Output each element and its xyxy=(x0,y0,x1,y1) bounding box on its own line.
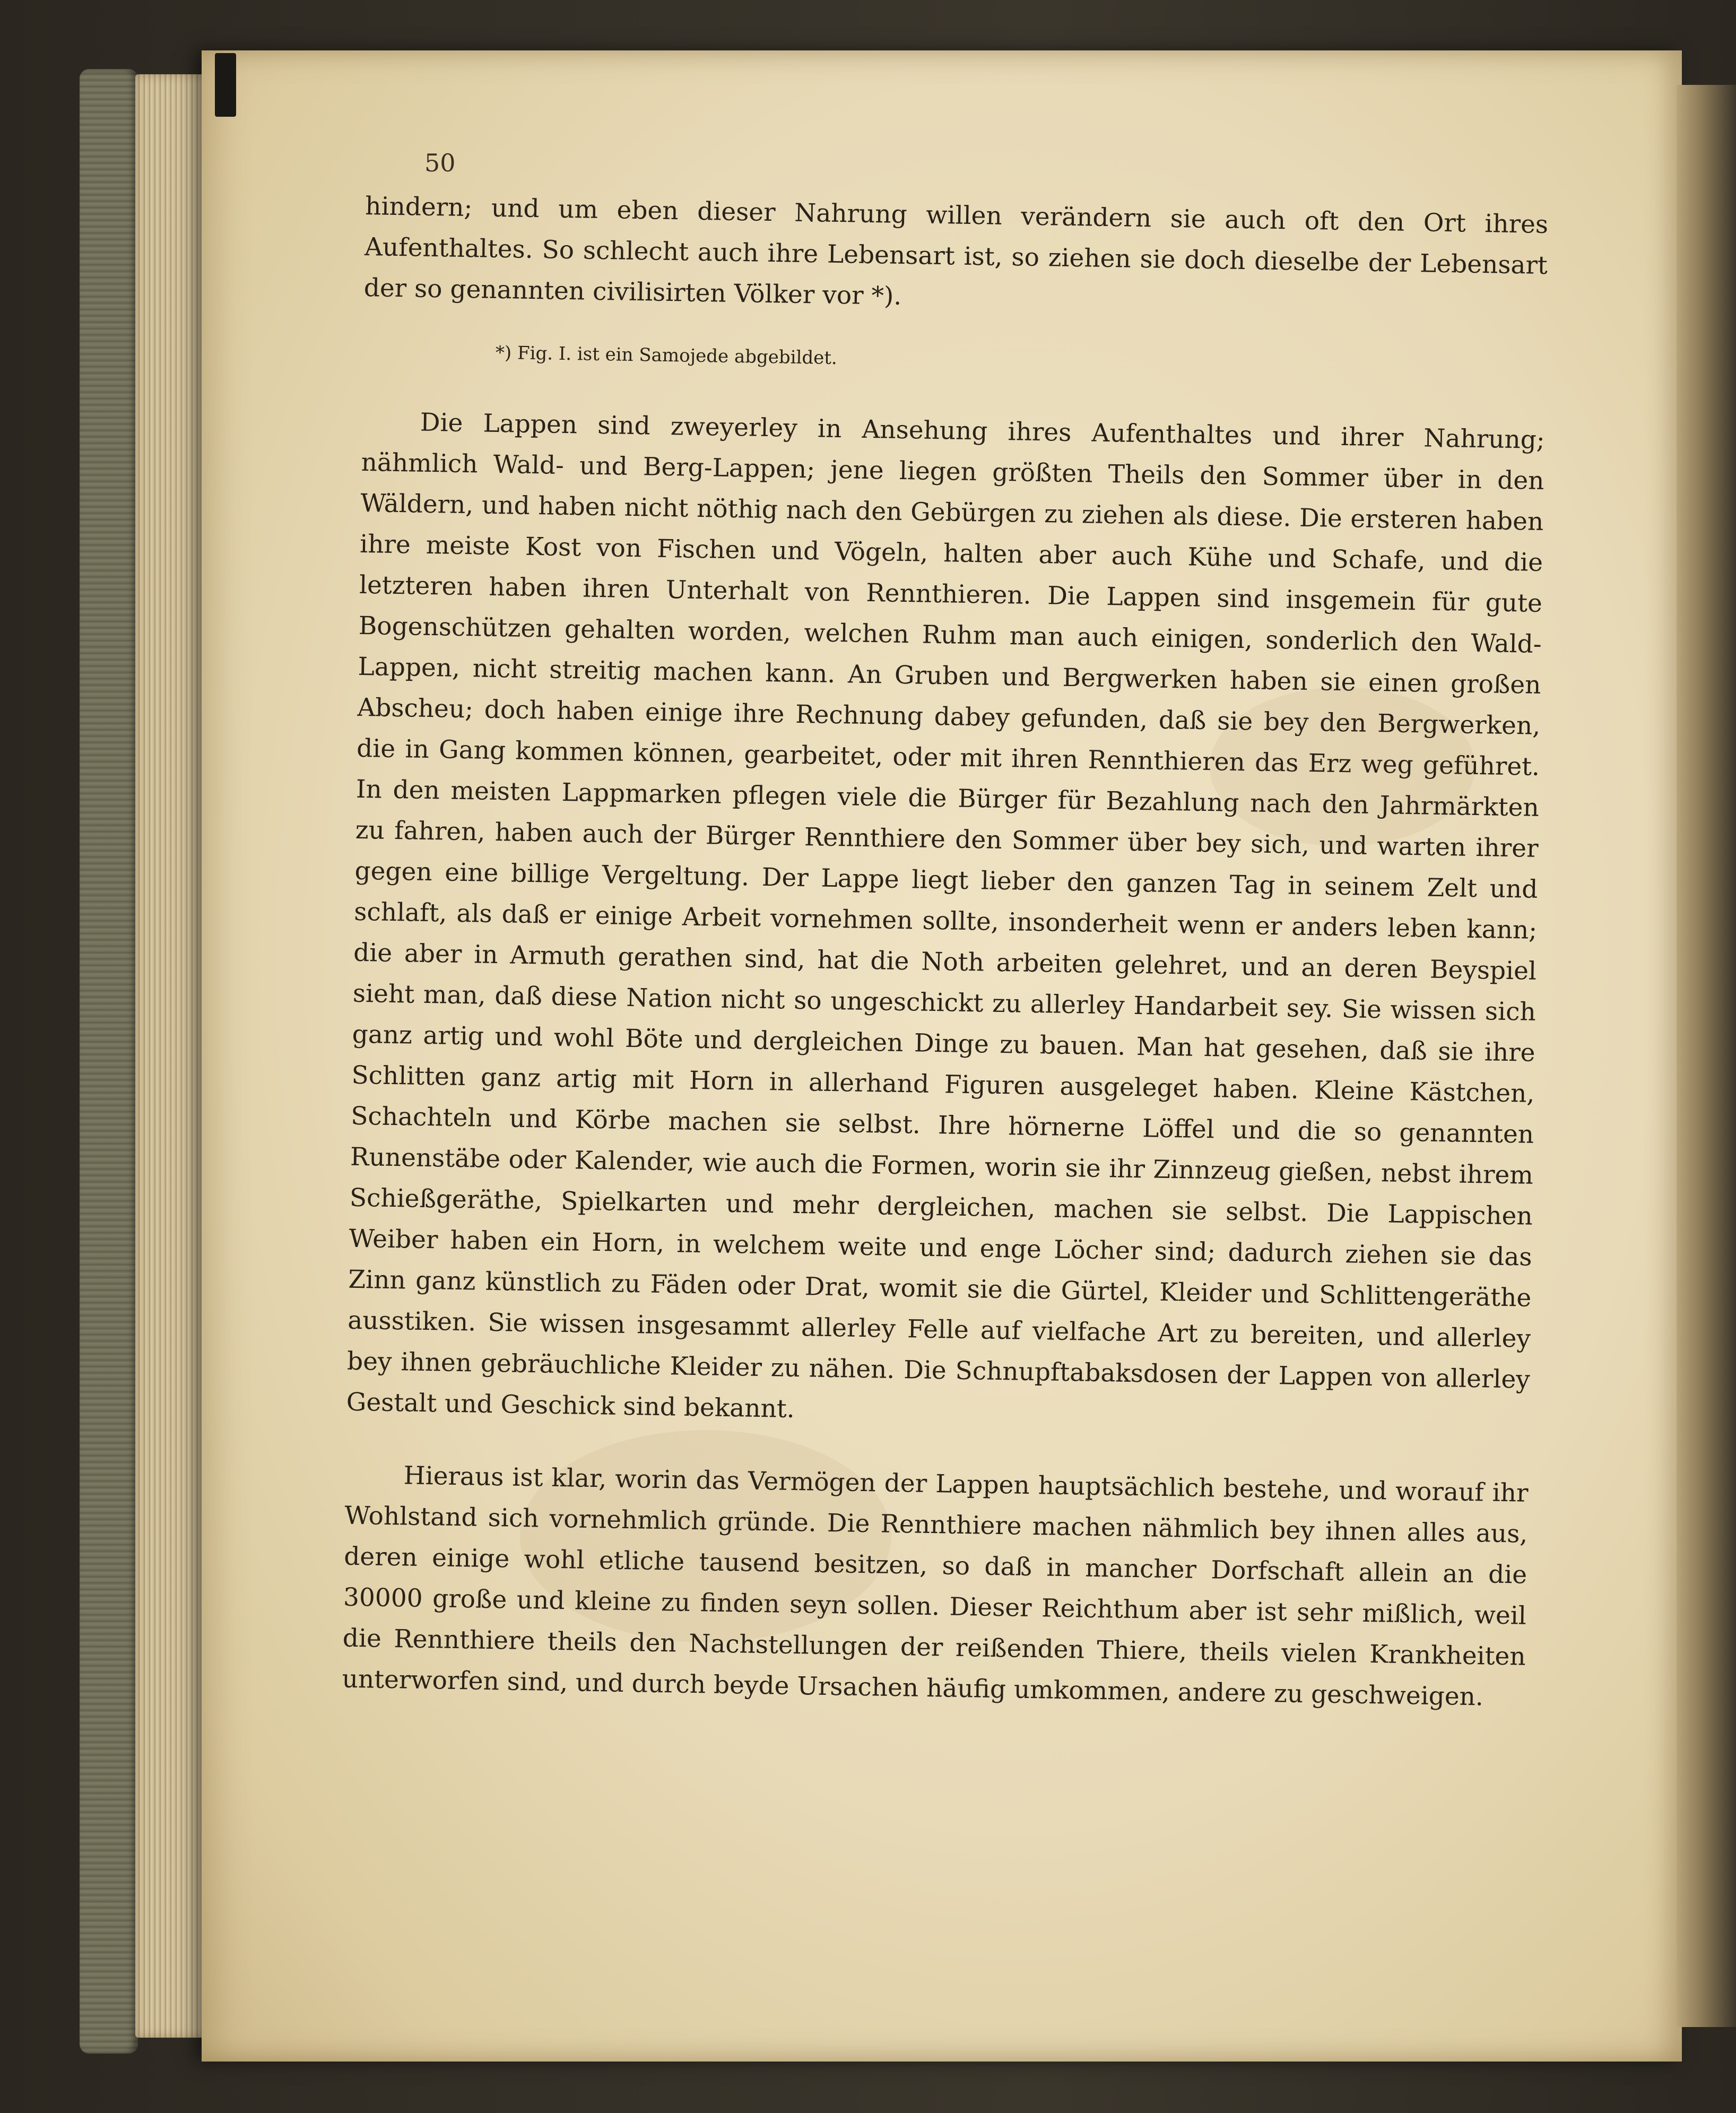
text-block xyxy=(342,149,1549,1718)
book-spine xyxy=(80,69,138,2054)
paragraph: Hieraus ist klar, worin das Vermögen der Lappen hauptsächlich bestehe, und worauf ihr Wohlstand sich vornehmlich gründe. Die Rennthiere machen nähmlich bey ihnen alles aus, deren einige wohl etliche tausend besitzen, so daß in mancher Dorfschaft allein an die 30000 große und kleine zu finden seyn sollen. Dieser Reichthum aber ist sehr mißlich, weil die Rennthiere theils den Nachstellungen der reißenden Thiere, theils vielen Krankheiten unterworfen sind, und durch beyde Ursachen häufig umkommen, andere zu geschweigen. xyxy=(342,1461,1529,1712)
paragraph: Die Lappen sind zweyerley in Ansehung ihres Aufenthaltes und ihrer Nahrung; nähmlich Wald- und Berg-Lappen; jene liegen größten Theils den Sommer über in den Wäldern, und haben nicht nöthig nach den Gebürgen zu ziehen als diese. Die ersteren haben ihre meiste Kost von Fischen und Vögeln, halten aber auch Kühe und Schafe, und die letzteren haben ihren Unterhalt von Rennthieren. Die Lappen sind insgemein für gute Bogenschützen gehalten worden, welchen Ruhm man auch einigen, sonderlich den Wald-Lappen, nicht streitig machen kann. An Gruben und Bergwerken haben sie einen großen Abscheu; doch haben einige ihre Rechnung dabey gefunden, daß sie bey den Bergwerken, die in Gang kommen können, gearbeitet, oder mit ihren Rennthieren das Erz weg geführet. In den meisten Lappmarken pflegen viele die Bürger für Bezahlung nach den Jahrmärkten zu fahren, haben auch der Bürger Rennthiere den Sommer über bey sich, und warten ihrer gegen eine billige Vergeltung. Der Lappe liegt lieber den ganzen Tag in seinem Zelt und schlaft, als daß er einige Arbeit vornehmen sollte, insonderheit wenn er anders leben kann; die aber in Armuth gerathen sind, hat die Noth arbeiten gelehret, und an deren Beyspiel sieht man, daß diese Nation nicht so ungeschickt zu allerley Handarbeit sey. Sie wissen sich ganz artig und wohl Böte und dergleichen Dinge zu bauen. Man hat gesehen, daß sie ihre Schlitten ganz artig mit Horn in allerhand Figuren ausgeleget haben. Kleine Kästchen, Schachteln und Körbe machen sie selbst. Ihre hörnerne Löffel und die so genannten Runenstäbe oder Kalender, wie auch die Formen, worin sie ihr Zinnzeug gießen, nebst ihrem Schießgeräthe, Spielkarten und mehr dergleichen, machen sie selbst. Die Lappischen Weiber haben ein Horn, in welchem weite und enge Löcher sind; dadurch ziehen sie das Zinn ganz künstlich zu Fäden oder Drat, womit sie die Gürtel, Kleider und Schlittengeräthe ausstiken. Sie wissen insgesammt allerley Felle auf vielfache Art zu bereiten, und allerley bey ihnen gebräuchliche Kleider zu nähen. Die Schnupftabaksdosen der Lappen von allerley Gestalt und Geschick sind bekannt. xyxy=(346,408,1546,1424)
bookmark-tab xyxy=(215,53,236,117)
paragraph: hindern; und um eben dieser Nahrung willen verändern sie auch oft den Ort ihres Aufenthaltes. So schlecht auch ihre Lebensart ist, so ziehen sie doch dieselbe der Lebensart der so genannten civilisirten Völker vor *). xyxy=(363,191,1549,311)
page-number: 50 xyxy=(424,149,456,177)
page-gutter-right xyxy=(1677,85,1736,2027)
footnote: *) Fig. I. ist ein Samojede abgebildet. xyxy=(495,342,838,369)
